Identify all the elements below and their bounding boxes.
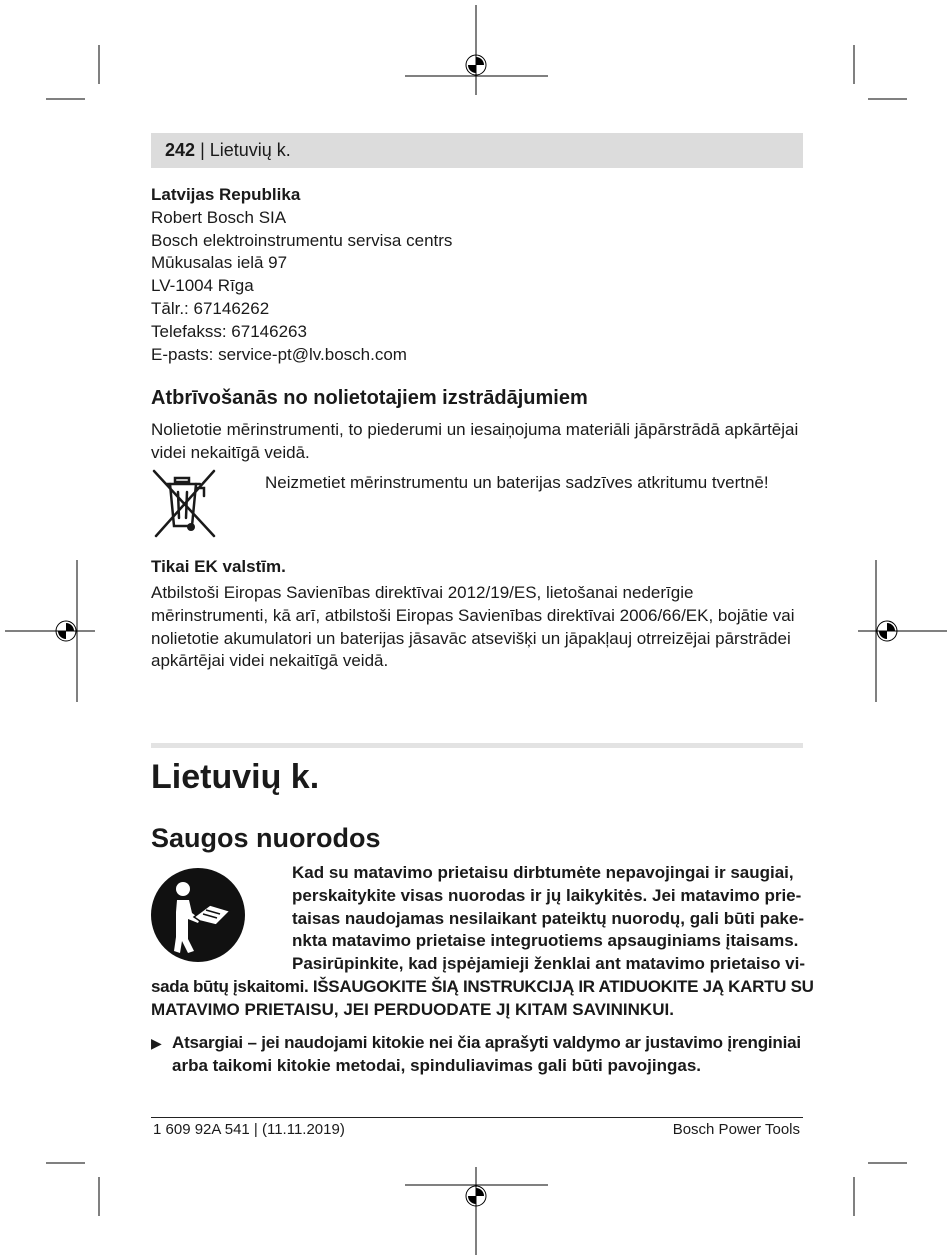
language-section-title: Lietuvių k.	[151, 758, 320, 796]
paragraph-line: sada būtų įskaitomi. IŠSAUGOKITE ŠIĄ INSTRUKCIJĄ IR ATIDUOKITE JĄ KARTU SU	[151, 977, 814, 996]
safety-text-wrapped	[292, 862, 812, 976]
paragraph-line: arba taikomi kitokie metodai, spinduliavimas gali būti pavojingas.	[172, 1055, 702, 1075]
footer-doc-id: 1 609 92A 541 | (11.11.2019)	[153, 1121, 345, 1138]
address-line: Bosch elektroinstrumentu servisa centrs	[151, 230, 453, 250]
address-line: Tālr.: 67146262	[151, 298, 270, 318]
header-section: Lietuvių k.	[209, 140, 291, 160]
paragraph-line: Atsargiai – jei naudojami kitokie nei čia aprašyti valdymo ar justavimo įrenginiai	[172, 1033, 801, 1052]
address-country: Latvijas Republika	[151, 185, 301, 204]
section-divider	[151, 743, 803, 748]
page-header-text	[165, 139, 291, 161]
page-header	[151, 133, 803, 168]
header-separator: |	[200, 140, 205, 160]
paragraph-line: Kad su matavimo prietaisu dirbtumėte nepavojingai ir saugiai,	[292, 863, 794, 882]
bullet-marker: ▶	[151, 1035, 162, 1051]
paragraph-line: MATAVIMO PRIETAISU, JEI PERDUODATE JĮ KITAM SAVININKUI.	[151, 999, 674, 1019]
paragraph-line: apkārtējai videi nekaitīgā veidā.	[151, 651, 389, 671]
bullet-item	[172, 1032, 812, 1078]
disposal-heading: Atbrīvošanās no nolietotajiem izstrādājumiem	[151, 387, 588, 409]
paragraph-line: videi nekaitīgā veidā.	[151, 442, 310, 462]
safety-heading: Saugos nuorodos	[151, 823, 381, 853]
eu-heading: Tikai EK valstīm.	[151, 557, 286, 576]
safety-text-full-width	[151, 976, 814, 1022]
address-line: Robert Bosch SIA	[151, 207, 287, 227]
paragraph-line: taisas naudojamas nesilaikant pateiktų nuorodų, gali būti pake-	[292, 908, 805, 928]
paragraph-line: Pasirūpinkite, kad įspėjamieji ženklai ant matavimo prietaiso vi-	[292, 954, 806, 974]
paragraph-line: mērinstrumenti, kā arī, atbilstoši Eiropas Savienības direktīvai 2006/66/EK, bojātie vai	[151, 605, 795, 625]
page-number: 242	[165, 140, 196, 160]
address-line: LV-1004 Rīga	[151, 276, 254, 296]
address-email[interactable]: E-pasts: service-pt@lv.bosch.com	[151, 344, 407, 364]
service-address	[151, 184, 803, 366]
paragraph-line: Nolietotie mērinstrumenti, to piederumi un iesaiņojuma materiāli jāpārstrādā apkārtējai	[151, 420, 799, 439]
footer-rule	[151, 1117, 803, 1118]
paragraph-line: nkta matavimo prietaise integruotiems apsauginiams įtaisams.	[292, 931, 799, 951]
eu-paragraph	[151, 582, 803, 673]
read-manual-icon	[150, 867, 246, 963]
disposal-bin-note: Neizmetiet mērinstrumentu un baterijas sadzīves atkritumu tvertnē!	[265, 473, 769, 492]
address-line: Mūkusalas ielā 97	[151, 253, 288, 273]
crossed-out-bin-icon	[150, 468, 220, 540]
footer-brand: Bosch Power Tools	[672, 1121, 800, 1138]
disposal-intro	[151, 419, 803, 465]
address-line: Telefakss: 67146263	[151, 321, 307, 341]
paragraph-line: nolietotie akumulatori un baterijas jāsavāc atsevišķi un jāpakļauj otrreizējai pārstrādei	[151, 628, 791, 648]
paragraph-line: Atbilstoši Eiropas Savienības direktīvai 2012/19/ES, lietošanai nederīgie	[151, 583, 694, 602]
paragraph-line: perskaitykite visas nuorodas ir jų laikykitės. Jei matavimo prie-	[292, 885, 802, 905]
